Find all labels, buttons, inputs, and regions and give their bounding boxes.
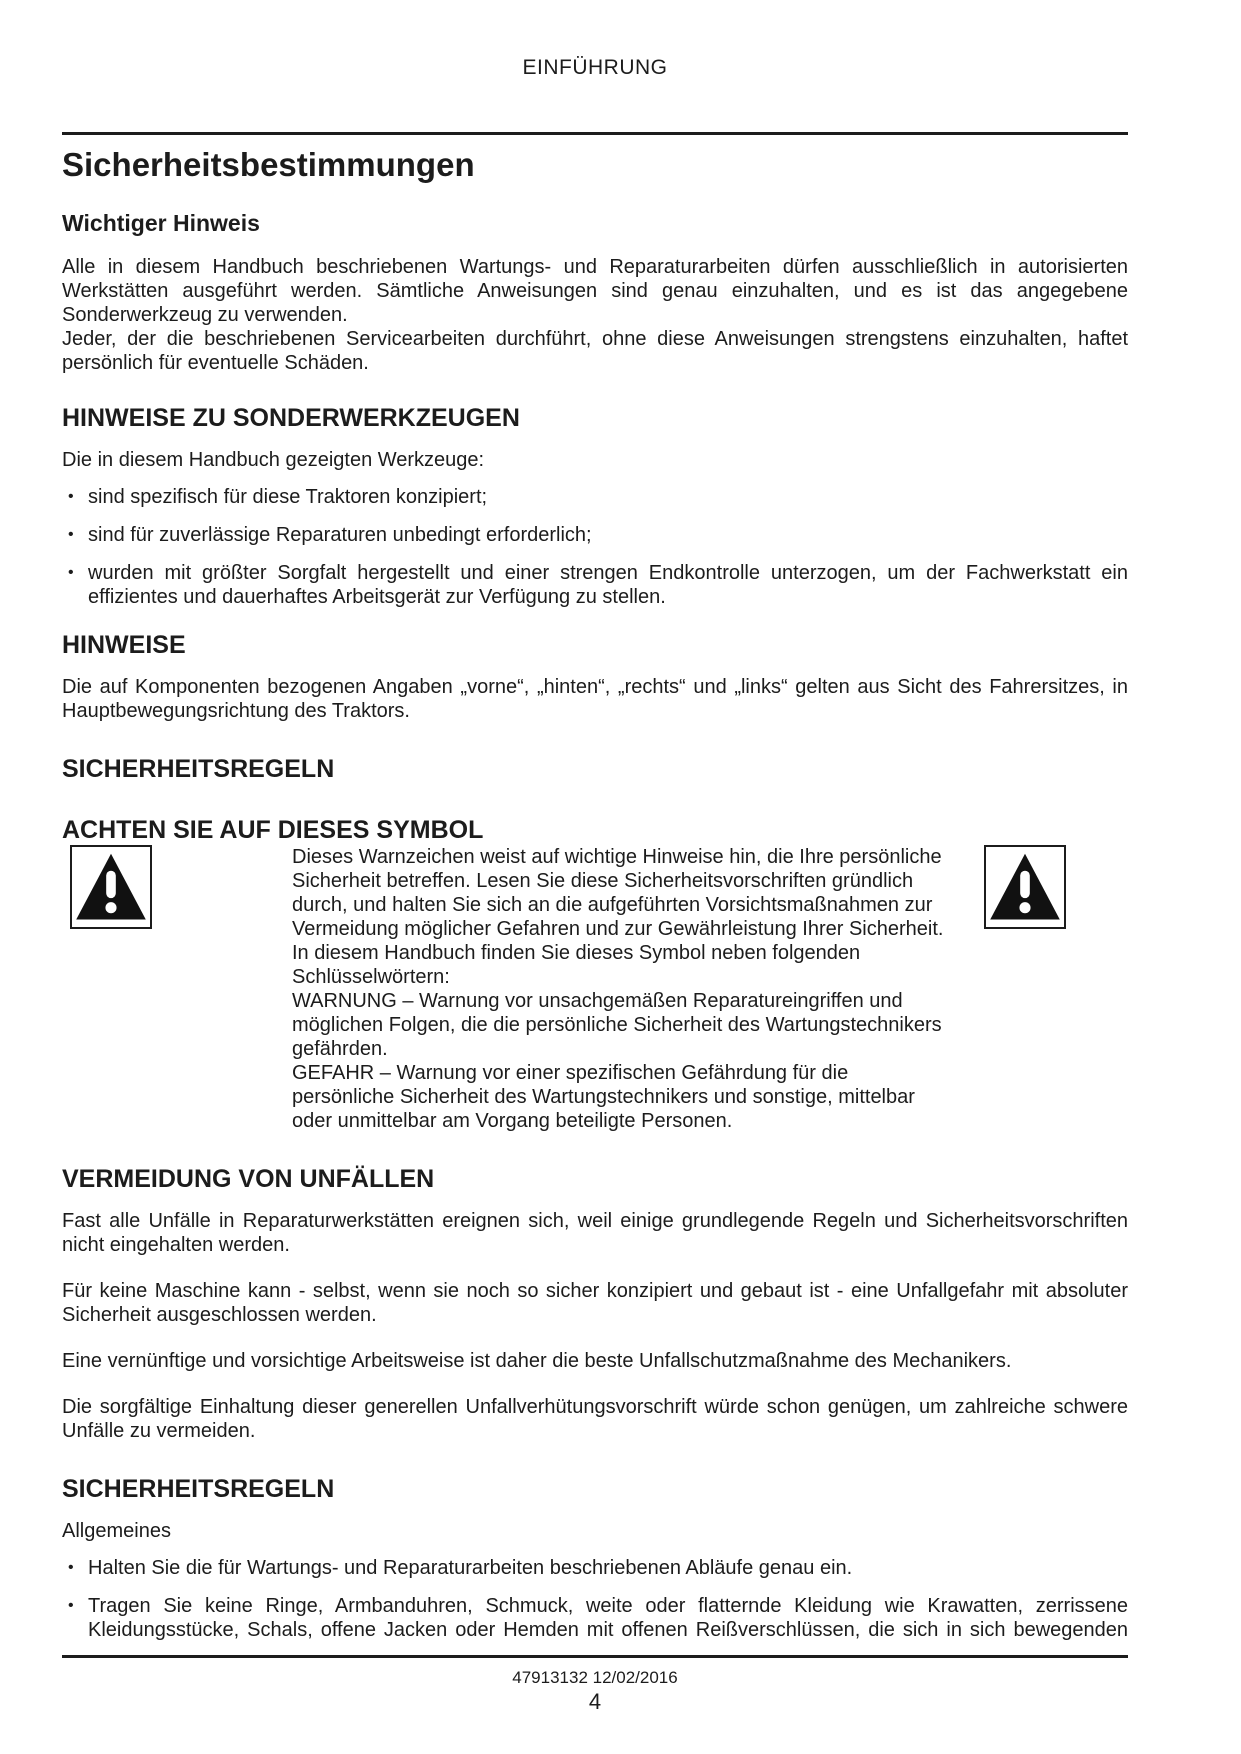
list-item: • sind spezifisch für diese Traktoren konzipiert; [62, 485, 1128, 509]
safety-rules-general-subheading: Allgemeines [62, 1520, 171, 1542]
page-number: 4 [588, 1689, 602, 1714]
symbol-warning-definition: WARNUNG – Warnung vor unsachgemäßen Reparatureingriffen und möglichen Folgen, die die persönliche Sicherheit des Wartungstechnikers gefährden. [292, 990, 942, 1060]
important-note-paragraph-2: Jeder, der die beschriebenen Servicearbeiten durchführt, ohne diese Anweisungen strengstens einzuhalten, haftet persönlich für eventuelle Schäden. [62, 328, 1128, 374]
page-content [62, 0, 1128, 1642]
warning-triangle-icon [70, 845, 152, 929]
symbol-danger-definition: GEFAHR – Warnung vor einer spezifischen Gefährdung für die persönliche Sicherheit des Wartungstechnikers und sonstige, mittelbar oder unmittelbar am Vorgang beteiligte Personen. [292, 1062, 915, 1132]
page-title: Sicherheitsbestimmungen [62, 146, 475, 183]
safety-rules-general-heading: SICHERHEITSREGELN [62, 1475, 335, 1503]
warning-symbol-row [62, 845, 1128, 1133]
important-note-paragraph-1: Alle in diesem Handbuch beschriebenen Wartungs- und Reparaturarbeiten dürfen ausschließlich in autorisierten Werkstätten ausgeführt werden. Sämtliche Anweisungen sind genau einzuhalten, und es ist das angegebene Sonderwerkzeug zu verwenden. [62, 256, 1128, 326]
header-rule [62, 132, 1128, 135]
page-footer [62, 1655, 1128, 1715]
notes-paragraph: Die auf Komponenten bezogenen Angaben „vorne“, „hinten“, „rechts“ und „links“ gelten aus Sicht des Fahrersitzes, in Hauptbewegungsrichtung des Traktors. [62, 676, 1128, 722]
important-note-heading: Wichtiger Hinweis [62, 210, 260, 236]
warning-triangle-icon [984, 845, 1066, 929]
footer-rule [62, 1655, 1128, 1658]
special-tools-intro: Die in diesem Handbuch gezeigten Werkzeuge: [62, 449, 485, 471]
accident-prevention-paragraph: Eine vernünftige und vorsichtige Arbeitsweise ist daher die beste Unfallschutzmaßnahme des Mechanikers. [62, 1350, 1012, 1372]
symbol-intro: Dieses Warnzeichen weist auf wichtige Hinweise hin, die Ihre persönliche Sicherheit betreffen. Lesen Sie diese Sicherheitsvorschriften gründlich durch, und halten Sie sich an die aufgeführten Vorsichtsmaßnahmen zur Vermeidung möglicher Gefahren und zur Gewährleistung Ihrer Sicherheit. In diesem Handbuch finden Sie dieses Symbol neben folgenden Schlüsselwörtern: [292, 846, 944, 988]
symbol-heading: ACHTEN SIE AUF DIESES SYMBOL [62, 816, 484, 844]
accident-prevention-paragraph: Fast alle Unfälle in Reparaturwerkstätten ereignen sich, weil einige grundlegende Regeln und Sicherheitsvorschriften nicht eingehalten werden. [62, 1210, 1128, 1256]
page-header: EINFÜHRUNG [522, 56, 668, 79]
list-item: • sind für zuverlässige Reparaturen unbedingt erforderlich; [62, 523, 1128, 547]
notes-heading: HINWEISE [62, 631, 186, 659]
symbol-text-block [292, 845, 952, 1133]
accident-prevention-paragraph: Für keine Maschine kann - selbst, wenn sie noch so sicher konzipiert und gebaut ist - eine Unfallgefahr mit absoluter Sicherheit ausgeschlossen werden. [62, 1280, 1128, 1326]
doc-number-date: 47913132 12/02/2016 [512, 1668, 678, 1687]
list-item: • Halten Sie die für Wartungs- und Reparaturarbeiten beschriebenen Abläufe genau ein. [62, 1556, 1128, 1580]
list-item: • wurden mit größter Sorgfalt hergestellt und einer strengen Endkontrolle unterzogen, um der Fachwerkstatt ein effizientes und dauerhaftes Arbeitsgerät zur Verfügung zu stellen. [62, 561, 1128, 609]
special-tools-heading: HINWEISE ZU SONDERWERKZEUGEN [62, 404, 520, 432]
safety-rules-heading: SICHERHEITSREGELN [62, 755, 335, 783]
safety-rules-bullet-list [62, 1556, 1128, 1642]
special-tools-bullet-list [62, 485, 1128, 609]
accident-prevention-heading: VERMEIDUNG VON UNFÄLLEN [62, 1165, 435, 1193]
accident-prevention-paragraph: Die sorgfältige Einhaltung dieser generellen Unfallverhütungsvorschrift würde schon genügen, um zahlreiche schwere Unfälle zu vermeiden. [62, 1396, 1128, 1442]
list-item: • Tragen Sie keine Ringe, Armbanduhren, Schmuck, weite oder flatternde Kleidung wie Krawatten, zerrissene Kleidungsstücke, Schals, offene Jacken oder Hemden mit offenen Reißverschlüssen, die sich in sich bewegenden [62, 1594, 1128, 1642]
